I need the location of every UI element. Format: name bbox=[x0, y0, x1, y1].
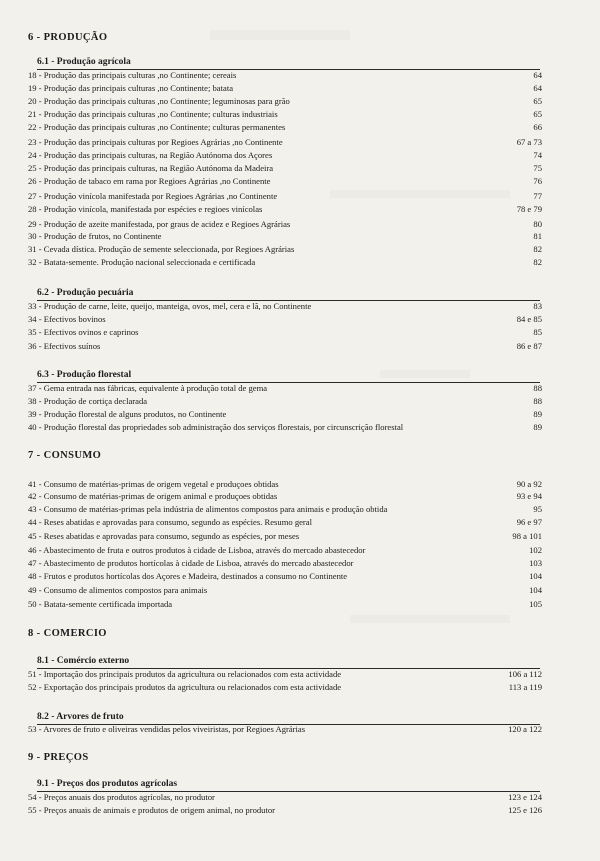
entry-text: Consumo de matérias-primas pela indústria de alimentos compostos para animais e produção obtida bbox=[43, 504, 388, 514]
entry-page-number: 123 e 124 bbox=[508, 792, 542, 802]
entry-number: 32 bbox=[28, 257, 37, 267]
entry-text: Consumo de matérias-primas de origem animal e produçoes obtidas bbox=[43, 491, 278, 501]
entry-separator: - bbox=[36, 83, 44, 93]
entry-separator: - bbox=[36, 724, 44, 734]
entry-number: 31 bbox=[28, 244, 37, 254]
entry-number: 45 bbox=[28, 531, 37, 541]
entry-page-number: 81 bbox=[533, 231, 542, 241]
entry-title bbox=[28, 203, 262, 215]
chapter-heading: 8 - COMERCIO bbox=[28, 628, 107, 639]
entry-title bbox=[28, 544, 365, 556]
entry-number: 25 bbox=[28, 163, 37, 173]
entry-text: Produção de cortiça declarada bbox=[43, 396, 148, 406]
entry-title bbox=[28, 190, 277, 202]
entry-page-number: 102 bbox=[529, 545, 542, 555]
entry-page-number: 106 a 112 bbox=[508, 669, 542, 679]
entry-separator: - bbox=[36, 109, 44, 119]
subsection-heading: 6.2 - Produção pecuária bbox=[37, 288, 134, 298]
toc-entry bbox=[28, 108, 542, 120]
entry-separator: - bbox=[36, 122, 44, 132]
entry-title bbox=[28, 382, 267, 394]
entry-number: 33 bbox=[28, 301, 37, 311]
entry-separator: - bbox=[36, 327, 44, 337]
entry-number: 42 bbox=[28, 491, 37, 501]
entry-title bbox=[28, 69, 236, 81]
toc-entry bbox=[28, 326, 542, 338]
entry-number: 30 bbox=[28, 231, 37, 241]
entry-title bbox=[28, 300, 311, 312]
entry-text: Efectivos bovinos bbox=[43, 314, 106, 324]
entry-separator: - bbox=[36, 531, 44, 541]
subsection-heading: 9.1 - Preços dos produtos agrícolas bbox=[37, 779, 178, 789]
bleed-through-decoration bbox=[210, 30, 350, 40]
entry-separator: - bbox=[36, 314, 44, 324]
entry-title bbox=[28, 340, 100, 352]
entry-separator: - bbox=[36, 70, 44, 80]
subsection-heading: 6.3 - Produção florestal bbox=[37, 370, 132, 380]
entry-title bbox=[28, 243, 294, 255]
entry-text: Produção das principais culturas ,no Continente; batata bbox=[43, 83, 234, 93]
entry-separator: - bbox=[36, 257, 44, 267]
entry-text: Frutos e produtos hortícolas dos Açores e Madeira, destinados a consumo no Continente bbox=[43, 571, 348, 581]
toc-entry bbox=[28, 340, 542, 352]
entry-page-number: 80 bbox=[533, 219, 542, 229]
entry-number: 21 bbox=[28, 109, 37, 119]
entry-page-number: 113 a 119 bbox=[508, 682, 542, 692]
toc-entry bbox=[28, 149, 542, 161]
entry-title bbox=[28, 95, 290, 107]
entry-number: 36 bbox=[28, 341, 37, 351]
entry-title bbox=[28, 421, 403, 433]
entry-separator: - bbox=[36, 150, 44, 160]
entry-title bbox=[28, 256, 255, 268]
entry-page-number: 104 bbox=[529, 585, 542, 595]
entry-separator: - bbox=[36, 805, 44, 815]
toc-entry bbox=[28, 190, 542, 202]
entry-page-number: 104 bbox=[529, 571, 542, 581]
entry-text: Produção das principais culturas ,no Continente; culturas industriais bbox=[43, 109, 278, 119]
entry-title bbox=[28, 395, 147, 407]
entry-text: Produção florestal das propriedades sob administração dos serviços florestais, por circunscrição florestal bbox=[43, 422, 404, 432]
entry-text: Abastecimento de fruta e outros produtos à cidade de Lisboa, através do mercado abastecedor bbox=[43, 545, 366, 555]
entry-text: Produção de carne, leite, queijo, manteiga, ovos, mel, cera e lã, no Continente bbox=[43, 301, 312, 311]
entry-separator: - bbox=[36, 176, 44, 186]
entry-page-number: 89 bbox=[533, 422, 542, 432]
entry-page-number: 88 bbox=[533, 383, 542, 393]
entry-page-number: 93 e 94 bbox=[516, 491, 542, 501]
entry-separator: - bbox=[36, 422, 44, 432]
entry-separator: - bbox=[36, 599, 44, 609]
toc-entry bbox=[28, 408, 542, 420]
toc-entry bbox=[28, 598, 542, 610]
entry-separator: - bbox=[36, 669, 44, 679]
entry-separator: - bbox=[36, 231, 44, 241]
toc-entry bbox=[28, 557, 542, 569]
entry-number: 54 bbox=[28, 792, 37, 802]
entry-separator: - bbox=[36, 204, 44, 214]
entry-title bbox=[28, 584, 207, 596]
entry-page-number: 103 bbox=[529, 558, 542, 568]
chapter-heading: 6 - PRODUÇÃO bbox=[28, 32, 108, 43]
entry-title bbox=[28, 82, 233, 94]
entry-number: 38 bbox=[28, 396, 37, 406]
entry-text: Arvores de fruto e oliveiras vendidas pelos viveiristas, por Regioes Agrárias bbox=[43, 724, 306, 734]
entry-separator: - bbox=[36, 137, 44, 147]
entry-text: Produção de frutos, no Continente bbox=[43, 231, 162, 241]
entry-text: Produção de tabaco em rama por Regioes Agrárias ,no Continente bbox=[43, 176, 271, 186]
entry-title bbox=[28, 516, 312, 528]
subsection-heading: 6.1 - Produção agrícola bbox=[37, 57, 131, 67]
toc-entry bbox=[28, 681, 542, 693]
bleed-through-decoration bbox=[380, 370, 470, 378]
entry-number: 35 bbox=[28, 327, 37, 337]
entry-number: 43 bbox=[28, 504, 37, 514]
entry-number: 19 bbox=[28, 83, 37, 93]
entry-separator: - bbox=[36, 504, 44, 514]
entry-number: 27 bbox=[28, 191, 37, 201]
entry-page-number: 74 bbox=[533, 150, 542, 160]
entry-page-number: 67 a 73 bbox=[516, 137, 542, 147]
subsection-heading: 8.1 - Comércio externo bbox=[37, 656, 130, 666]
toc-entry bbox=[28, 584, 542, 596]
entry-page-number: 82 bbox=[533, 244, 542, 254]
entry-title bbox=[28, 668, 341, 680]
entry-separator: - bbox=[36, 341, 44, 351]
entry-text: Produção das principais culturas ,no Continente; leguminosas para grão bbox=[43, 96, 290, 106]
entry-page-number: 84 e 85 bbox=[516, 314, 542, 324]
entry-title bbox=[28, 804, 275, 816]
entry-separator: - bbox=[36, 409, 44, 419]
toc-entry bbox=[28, 421, 542, 433]
entry-number: 26 bbox=[28, 176, 37, 186]
entry-text: Produção vinícola, manifestada por espécies e regioes vinícolas bbox=[43, 204, 263, 214]
entry-separator: - bbox=[36, 191, 44, 201]
entry-number: 46 bbox=[28, 545, 37, 555]
entry-number: 34 bbox=[28, 314, 37, 324]
entry-text: Consumo de matérias-primas de origem vegetal e produçoes obtidas bbox=[43, 479, 279, 489]
entry-number: 28 bbox=[28, 204, 37, 214]
subsection-heading: 8.2 - Arvores de fruto bbox=[37, 712, 124, 722]
entry-text: Produção das principais culturas ,no Continente; cereais bbox=[43, 70, 237, 80]
entry-number: 40 bbox=[28, 422, 37, 432]
bleed-through-decoration bbox=[350, 615, 510, 623]
chapter-heading: 9 - PREÇOS bbox=[28, 752, 89, 763]
entry-title bbox=[28, 136, 283, 148]
chapter-heading: 7 - CONSUMO bbox=[28, 450, 102, 461]
entry-number: 23 bbox=[28, 137, 37, 147]
entry-number: 39 bbox=[28, 409, 37, 419]
toc-entry bbox=[28, 530, 542, 542]
toc-entry bbox=[28, 218, 542, 230]
entry-number: 48 bbox=[28, 571, 37, 581]
entry-text: Efectivos ovinos e caprinos bbox=[43, 327, 139, 337]
entry-title bbox=[28, 490, 277, 502]
entry-page-number: 85 bbox=[533, 327, 542, 337]
entry-number: 24 bbox=[28, 150, 37, 160]
entry-text: Preços anuais dos produtos agrícolas, no produtor bbox=[43, 792, 215, 802]
toc-entry bbox=[28, 313, 542, 325]
toc-entry bbox=[28, 723, 542, 735]
entry-title bbox=[28, 230, 161, 242]
toc-entry bbox=[28, 121, 542, 133]
entry-page-number: 98 a 101 bbox=[512, 531, 542, 541]
entry-separator: - bbox=[36, 244, 44, 254]
entry-number: 47 bbox=[28, 558, 37, 568]
entry-number: 20 bbox=[28, 96, 37, 106]
entry-text: Efectivos suínos bbox=[43, 341, 101, 351]
toc-entry bbox=[28, 503, 542, 515]
entry-page-number: 64 bbox=[533, 70, 542, 80]
entry-separator: - bbox=[36, 396, 44, 406]
entry-title bbox=[28, 121, 285, 133]
entry-number: 44 bbox=[28, 517, 37, 527]
entry-page-number: 78 e 79 bbox=[516, 204, 542, 214]
entry-number: 22 bbox=[28, 122, 37, 132]
entry-page-number: 120 a 122 bbox=[508, 724, 542, 734]
entry-text: Produção das principais culturas, na Região Autónoma dos Açores bbox=[43, 150, 273, 160]
entry-page-number: 105 bbox=[529, 599, 542, 609]
entry-text: Produção das principais culturas por Regioes Agrárias ,no Continente bbox=[43, 137, 283, 147]
toc-entry bbox=[28, 490, 542, 502]
entry-text: Reses abatidas e aprovadas para consumo, segundo as espécies, por meses bbox=[43, 531, 300, 541]
entry-text: Consumo de alimentos compostos para animais bbox=[43, 585, 208, 595]
entry-page-number: 96 e 97 bbox=[516, 517, 542, 527]
toc-entry bbox=[28, 516, 542, 528]
entry-title bbox=[28, 218, 290, 230]
toc-entry bbox=[28, 668, 542, 680]
entry-title bbox=[28, 108, 278, 120]
entry-separator: - bbox=[36, 792, 44, 802]
entry-text: Produção das principais culturas ,no Continente; culturas permanentes bbox=[43, 122, 286, 132]
toc-entry bbox=[28, 395, 542, 407]
entry-text: Preços anuais de animais e produtos de origem animal, no produtor bbox=[43, 805, 276, 815]
entry-text: Produção de azeite manifestada, por graus de acidez e Regioes Agrárias bbox=[43, 219, 291, 229]
toc-entry bbox=[28, 382, 542, 394]
entry-text: Reses abatidas e aprovadas para consumo, segundo as espécies. Resumo geral bbox=[43, 517, 312, 527]
entry-text: Abastecimento de produtos hortícolas à cidade de Lisboa, através do mercado abastecedor bbox=[43, 558, 354, 568]
entry-page-number: 89 bbox=[533, 409, 542, 419]
toc-entry bbox=[28, 95, 542, 107]
entry-separator: - bbox=[36, 383, 44, 393]
entry-page-number: 83 bbox=[533, 301, 542, 311]
entry-number: 52 bbox=[28, 682, 37, 692]
toc-entry bbox=[28, 478, 542, 490]
entry-number: 55 bbox=[28, 805, 37, 815]
entry-title bbox=[28, 598, 172, 610]
toc-entry bbox=[28, 69, 542, 81]
toc-entry bbox=[28, 300, 542, 312]
entry-title bbox=[28, 681, 341, 693]
entry-separator: - bbox=[36, 479, 44, 489]
entry-page-number: 76 bbox=[533, 176, 542, 186]
entry-separator: - bbox=[36, 585, 44, 595]
toc-entry bbox=[28, 230, 542, 242]
entry-text: Gema entrada nas fábricas, equivalente à produção total de gema bbox=[43, 383, 268, 393]
toc-entry bbox=[28, 82, 542, 94]
entry-title bbox=[28, 162, 273, 174]
entry-page-number: 86 e 87 bbox=[516, 341, 542, 351]
entry-page-number: 65 bbox=[533, 96, 542, 106]
entry-text: Cevada dística. Produção de semente seleccionada, por Regioes Agrárias bbox=[43, 244, 295, 254]
entry-page-number: 125 e 126 bbox=[508, 805, 542, 815]
entry-title bbox=[28, 149, 272, 161]
entry-separator: - bbox=[36, 545, 44, 555]
entry-number: 49 bbox=[28, 585, 37, 595]
entry-number: 18 bbox=[28, 70, 37, 80]
entry-text: Produção vinícola manifestada por Regioes Agrárias ,no Continente bbox=[43, 191, 278, 201]
entry-text: Exportação dos principais produtos da agricultura ou relacionados com esta actividade bbox=[43, 682, 342, 692]
entry-title bbox=[28, 503, 387, 515]
entry-number: 50 bbox=[28, 599, 37, 609]
entry-page-number: 90 a 92 bbox=[516, 479, 542, 489]
entry-page-number: 95 bbox=[533, 504, 542, 514]
entry-title bbox=[28, 408, 226, 420]
entry-page-number: 65 bbox=[533, 109, 542, 119]
entry-text: Importação dos principais produtos da agricultura ou relacionados com esta actividade bbox=[43, 669, 342, 679]
entry-separator: - bbox=[36, 301, 44, 311]
entry-number: 29 bbox=[28, 219, 37, 229]
entry-text: Produção das principais culturas, na Região Autónoma da Madeira bbox=[43, 163, 274, 173]
entry-page-number: 88 bbox=[533, 396, 542, 406]
toc-entry bbox=[28, 203, 542, 215]
toc-entry bbox=[28, 175, 542, 187]
entry-separator: - bbox=[36, 163, 44, 173]
entry-page-number: 64 bbox=[533, 83, 542, 93]
toc-entry bbox=[28, 256, 542, 268]
entry-separator: - bbox=[36, 517, 44, 527]
entry-number: 41 bbox=[28, 479, 37, 489]
entry-title bbox=[28, 791, 215, 803]
entry-separator: - bbox=[36, 96, 44, 106]
entry-title bbox=[28, 313, 106, 325]
entry-number: 53 bbox=[28, 724, 37, 734]
toc-entry bbox=[28, 570, 542, 582]
entry-text: Produção florestal de alguns produtos, no Continente bbox=[43, 409, 227, 419]
entry-separator: - bbox=[36, 491, 44, 501]
entry-title bbox=[28, 175, 270, 187]
entry-page-number: 66 bbox=[533, 122, 542, 132]
toc-entry bbox=[28, 243, 542, 255]
entry-separator: - bbox=[36, 558, 44, 568]
entry-separator: - bbox=[36, 682, 44, 692]
entry-page-number: 77 bbox=[533, 191, 542, 201]
entry-text: Batata-semente certificada importada bbox=[43, 599, 173, 609]
toc-entry bbox=[28, 544, 542, 556]
entry-number: 51 bbox=[28, 669, 37, 679]
toc-entry bbox=[28, 136, 542, 148]
entry-separator: - bbox=[36, 571, 44, 581]
entry-text: Batata-semente. Produção nacional seleccionada e certificada bbox=[43, 257, 256, 267]
entry-page-number: 82 bbox=[533, 257, 542, 267]
entry-title bbox=[28, 530, 299, 542]
entry-title bbox=[28, 570, 347, 582]
toc-entry bbox=[28, 791, 542, 803]
entry-title bbox=[28, 478, 279, 490]
toc-entry bbox=[28, 162, 542, 174]
entry-title bbox=[28, 723, 305, 735]
entry-title bbox=[28, 326, 139, 338]
entry-page-number: 75 bbox=[533, 163, 542, 173]
entry-separator: - bbox=[36, 219, 44, 229]
toc-entry bbox=[28, 804, 542, 816]
entry-title bbox=[28, 557, 354, 569]
entry-number: 37 bbox=[28, 383, 37, 393]
